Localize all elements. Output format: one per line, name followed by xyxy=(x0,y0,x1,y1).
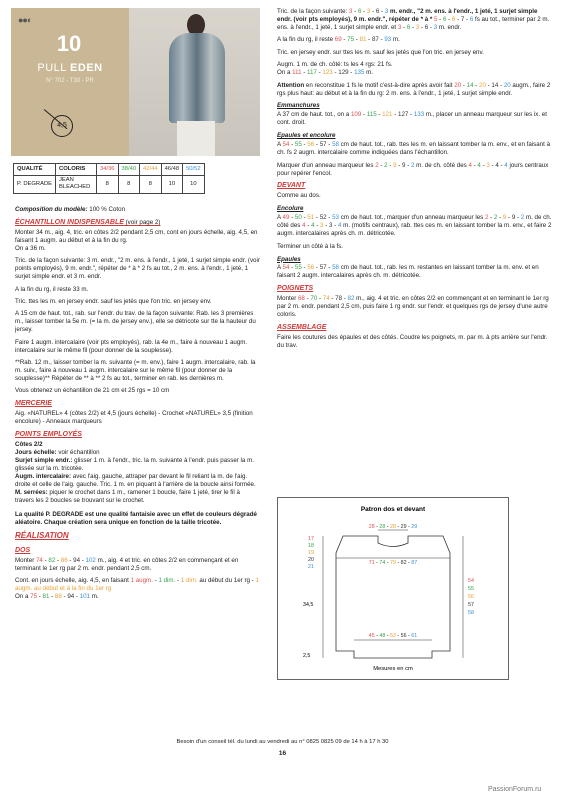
needle-size: 4,5 xyxy=(51,115,73,137)
dos-cont-text: Attention en reconstitue 1 fs le motif c'est-à-dire après avoir fait 20 - 14 - 20 - 14 - 20 augm., faire 2 rgs plus haut: au début et à la fin du rg: 2 m. ens. à l'endr., 1 jeté, 1 surjet simple endr. xyxy=(277,81,551,97)
echantillon-text: A la fin du rg, il reste 33 m. xyxy=(15,285,89,293)
mercerie-text: Aig. «NATUREL» 4 (côtes 2/2) et 4,5 (jours échelle) - Crochet «NATUREL» 3,5 (finition encolure) - Anneaux marqueurs xyxy=(15,410,253,426)
garment-outline xyxy=(336,536,450,658)
model-sweater xyxy=(169,33,225,123)
model-trousers xyxy=(177,121,215,156)
svg-text:17: 17 xyxy=(308,536,314,542)
devant-title: DEVANT xyxy=(277,182,306,190)
echantillon-text: Monter 34 m., aig. 4, tric. en côtes 2/2 pendant 2,5 cm, cont en jours échelle, aig. 4,5, en faisant 1 augm. au début et à la fin du rg. On a 36 m. xyxy=(15,228,258,252)
point-item: Jours échelle: voir échantillon xyxy=(15,449,100,457)
assemblage-title: ASSEMBLAGE xyxy=(277,324,327,332)
svg-text:19: 19 xyxy=(308,550,314,556)
devant-text: Comme au dos. xyxy=(277,192,321,200)
svg-text:55: 55 xyxy=(468,586,474,592)
svg-text:54: 54 xyxy=(468,578,474,584)
size-table xyxy=(13,163,205,194)
table-cell: P. DEGRADE xyxy=(14,176,56,194)
point-item: Surjet simple endr.: glisser 1 m. à l'endr., tric. la m. suivante à l'endr. puis passer la m. glissée sur la m. tricotée. xyxy=(15,456,254,472)
table-header: QUALITÉ xyxy=(14,164,56,176)
right-column xyxy=(277,8,552,354)
armhole-height-labels xyxy=(308,536,314,570)
encolure-text: Terminer un côté à la fs. xyxy=(277,242,344,250)
difficulty-dots: ●●◐ xyxy=(18,15,32,25)
chest-width-label: 71 - 74 - 79 - 82 - 87 xyxy=(368,560,418,566)
rib-height-label: 2,5 xyxy=(303,653,311,659)
poignets-title: POIGNETS xyxy=(277,285,314,293)
emmanchures-title: Emmanchures xyxy=(277,102,320,110)
points-title: POINTS EMPLOYÉS xyxy=(15,431,82,439)
total-height-labels xyxy=(468,578,474,616)
echantillon-result: Vous obtenez un échantillon de 21 cm et 25 rgs = 10 cm xyxy=(15,387,170,395)
table-header: 34/36 xyxy=(97,164,119,176)
point-item: Côtes 2/2 xyxy=(15,441,43,449)
pattern-schematic xyxy=(278,498,508,679)
mercerie-title: MERCERIE xyxy=(15,400,52,408)
encolure-text: A 49 - 50 - 51 - 52 - 53 cm de haut. tot., marquer d'un anneau marqueur les 2 - 2 - 9 - 9 - 2 m. de ch. côté des 4 - 4 - 3 - 3 - 4 m. (motifs centraux), rab. ttes ces m. en laissant tomber la m. env., et faire 2 augm. intercalaires après ch. m. détricotée. xyxy=(277,214,552,238)
epaules-text: Marquer d'un anneau marqueur les 2 - 2 - 9 - 9 - 2 m. de ch. côté des 4 - 4 - 3 - 4 - 4 jours centraux pour repérer l'encol. xyxy=(277,161,549,177)
echantillon-text: Tric. de la façon suivante: 3 m. endr., "2 m. ens. à l'endr., 1 jeté, 1 surjet simple endr. (voir points employés), 9 m. endr.", répéter de * à * 2 fs au tot., 2 m. ens. à l'endr., 1 jeté, 1 surjet simple endr. et 3 m. endr. xyxy=(15,257,260,281)
help-footer: Besoin d'un conseil tél. du lundi au vendredi au n° 0825 0825 09 de 14 h à 17 h 30 xyxy=(176,739,389,745)
dos-cont-text: Augm. 1 m. de ch. côté: ts les 4 rgs: 21 fs. On a 111 - 117 - 123 - 129 - 135 m. xyxy=(277,61,393,77)
assemblage-text: Faire les coutures des épaules et des côtés. Coudre les poignets, m. par m. à pts arrière sur l'endr. du trav. xyxy=(277,334,548,349)
pattern-banner xyxy=(11,8,260,156)
diagram-caption: Mesures en cm xyxy=(373,666,413,672)
diagram-title: Patron dos et devant xyxy=(360,506,426,513)
table-cell: JEAN BLEACHED xyxy=(56,176,97,194)
dos-cont-text: A la fin du rg, il reste 69 - 75 - 81 - 87 - 93 m. xyxy=(277,36,400,44)
table-cell: 8 xyxy=(140,176,162,194)
echantillon-text: Faire 1 augm. intercalaire (voir pts employés), rab. la 4e m., faire à nouveau 1 augm. intercalaire sur le même fil (pour donner de la souplesse). xyxy=(15,338,248,354)
top-width-label: 28 - 28 - 28 - 29 - 29 xyxy=(368,524,418,530)
dos-cont-text: Tric. de la façon suivante: 3 - 6 - 3 - 6 - 3 m. endr., "2 m. ens. à l'endr., 1 jeté, 1 surjet simple endr. (voir pts employés), 9 m. endr.", répéter de * à * 5 - 6 - 6 - 7 - 6 fs au tot., terminer par 2 m. ens. à l'endr., 1 jeté, 1 surjet simple endr. et 3 - 6 - 3 - 6 - 3 m. endr. xyxy=(277,8,550,31)
svg-text:20: 20 xyxy=(308,557,314,563)
body-height-label: 34,5 xyxy=(303,602,314,608)
epaules-text: A 54 - 55 - 56 - 57 - 58 cm de haut. tot., rab. les m. restantes en laissant tomber la m. env. et en faisant 2 augm. intercalaires après ch. m. détricotée. xyxy=(277,264,539,280)
pattern-number: 10 xyxy=(56,31,82,56)
svg-text:58: 58 xyxy=(468,610,474,616)
epaules-title: Epaules xyxy=(277,255,301,263)
table-cell: 8 xyxy=(97,176,119,194)
realisation-title: RÉALISATION xyxy=(15,531,69,541)
composition: Composition du modèle: 100 % Coton xyxy=(15,206,126,213)
echantillon-text: A 15 cm de haut. tot., rab. sur l'endr. du trav. de la façon suivante: Rab. les 3 premières m., laisser tomber la 5e m. (= la m. de jersey env.), elle se détricote sur tte la hauteur du jersey. xyxy=(15,310,256,334)
page-number: 16 xyxy=(278,750,287,757)
pattern-title: PULL EDEN xyxy=(37,62,103,74)
hem-width-label: 45 - 48 - 53 - 56 - 61 xyxy=(368,633,418,639)
table-header: 38/40 xyxy=(118,164,140,176)
emmanchures-text: A 37 cm de haut. tot., on a 109 - 115 - 121 - 127 - 133 m., placer un anneau marqueur sur les ix. et cont. droit. xyxy=(277,111,547,127)
epaules-text: A 54 - 55 - 56 - 57 - 58 cm de haut. tot., rab. ttes les m. en laissant tomber la m. env., et en faisant à ch. fs 2 augm. intercalaire comme indiquées dans l'échantillon. xyxy=(277,141,551,157)
table-header: COLORIS xyxy=(56,164,97,176)
dos-text: Monter 74 - 82 - 86 - 94 - 102 m., aig. 4 et tric. en côtes 2/2 en commençant et en terminant le 1er rg par 2 m. endr. pendant 2,5 cm. xyxy=(15,556,239,572)
point-item: M. serrées: piquer le crochet dans 1 m., ramener 1 boucle, faire 1 jeté, tirer le fil à travers les 2 boucles se trouvant sur le crochet. xyxy=(15,488,240,504)
dos-text: Cont. en jours échelle, aig. 4,5, en faisant 1 augm. - 1 dim. - 1 dim. au début du 1er rg - 1 augm. au début et à la fin du 1er rg On a 75 - 81 - 88 - 94 - 101 m. xyxy=(15,577,259,600)
dos-cont-text: Tric. en jersey endr. sur ttes les m. sauf les jetés que l'on tric. en jersey env. xyxy=(277,48,484,56)
pattern-ref: N° 702 - T30 - PR xyxy=(46,78,94,84)
point-item: Augm. intercalaire: avec l'aig. gauche, attraper par devant le fil reliant la m. de l'aig. droite et celle de l'aig. gauche. Tric. 1 m. en piquant à l'arrière de la boucle ainsi formée. xyxy=(15,472,256,488)
echantillon-title: ÉCHANTILLON INDISPENSABLE (voir page 2) xyxy=(15,218,161,226)
dos-title: DOS xyxy=(15,546,31,554)
watermark: PassionForum.ru xyxy=(488,786,542,793)
pattern-diagram xyxy=(277,497,509,680)
echantillon-text: Tric. ttes les m. en jersey endr. sauf les jetés que l'on tric. en jersey env. xyxy=(15,297,212,305)
table-cell: 10 xyxy=(183,176,205,194)
echantillon-text: **Rab. 12 m., laisser tomber la m. suivante (= m. env.), faire 1 augm. intercalaire, rab. la m. suiv., faire à nouveau 1 augm. intercalaire sur le même fil (pour donner de la souplesse)** Répéter de ** à ** 2 fs au tot., terminer en rab. les dernières m. xyxy=(15,359,256,382)
encolure-title: Encolure xyxy=(277,205,304,213)
quality-note: La qualité P. DEGRADE est une qualité fantaisie avec un effet de couleurs dégradé aléatoire. Chaque création sera unique en fonction de la taille tricotée. xyxy=(15,510,257,526)
table-cell: 10 xyxy=(161,176,183,194)
svg-text:57: 57 xyxy=(468,602,474,608)
table-header: 50/52 xyxy=(183,164,205,176)
table-cell: 8 xyxy=(118,176,140,194)
model-photo xyxy=(129,8,260,156)
svg-text:21: 21 xyxy=(308,564,314,570)
table-header: 42/44 xyxy=(140,164,162,176)
table-header: 46/48 xyxy=(161,164,183,176)
svg-text:18: 18 xyxy=(308,543,314,549)
svg-text:56: 56 xyxy=(468,594,474,600)
left-column xyxy=(15,206,260,605)
poignets-text: Monter 68 - 70 - 74 - 78 - 82 m., aig. 4 et tric. en côtes 2/2 en commençant et en terminant le 1er rg par 2 m. endr. pendant 2,5 cm, puis faire 1 rg endr. sur l'endr. et quelques rgs de jersey d'une autre coloris. xyxy=(277,295,549,319)
epaules-encolure-title: Epaules et encolure xyxy=(277,132,336,140)
